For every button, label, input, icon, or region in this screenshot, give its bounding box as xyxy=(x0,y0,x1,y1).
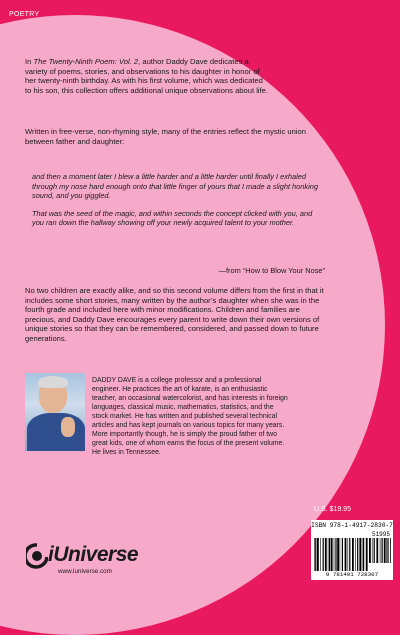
book-title: The Twenty-Ninth Poem: Vol. 2 xyxy=(33,57,139,66)
price-label: U.S. $19.95 xyxy=(314,506,351,513)
blurb-text: , author Daddy Dave dedicates a variety of poems, stories, and observations to his daughter in honor of her twenty-ninth birthday. As with his first volume, which was dedicated to his son, this collection offers additional unique observations about life. xyxy=(25,57,269,95)
excerpt-paragraph-1: and then a moment later I blew a little harder and a little harder until finally I exhaled through my nose hard enough onto that little finger of yours that I made a slight honking sound, and you giggled. xyxy=(32,172,318,201)
addon-barcode-bars xyxy=(369,538,391,563)
category-label: POETRY xyxy=(9,11,40,18)
author-photo xyxy=(25,373,85,451)
publisher-url: www.iuniverse.com xyxy=(58,568,112,575)
barcode-number: 9 781491 728307 xyxy=(325,571,379,578)
isbn-barcode xyxy=(311,520,393,580)
blurb-prefix: In xyxy=(25,57,34,66)
poem-excerpt xyxy=(32,172,320,236)
author-bio-text: is a college professor and a professional engineer. He practices the art of karate, is an enthusiastic teacher, an occasional watercolorist, and has interests in foreign languages, classical music, mathematics, statistics, and the stock market. He has written and published several technical articles and has kept journals on various topics for many years. More importantly though, he is simply the proud father of two great kids, one of whom earns the focus of the present volume. He lives in Tennessee. xyxy=(92,377,288,456)
iuniverse-logo-icon xyxy=(26,543,48,569)
isbn-text: ISBN 978-1-4917-2830-7 xyxy=(311,522,393,529)
book-blurb xyxy=(25,57,270,95)
second-volume-paragraph: No two children are exactly alike, and so this second volume differs from the first in that it includes some short stories, many written by the author’s daughter when she was in the fourth grade and included here with minor modifications. Children and families are precious, and Daddy Dave encourages every parent to write down their own versions of unique stories so that they can be remembered, considered, and passed down to future generations. xyxy=(25,286,324,343)
intro-paragraph: Written in free-verse, non-rhyming style, many of the entries reflect the mystic union between father and daughter: xyxy=(25,127,306,146)
publisher-name: iUniverse xyxy=(48,543,139,566)
barcode-bars xyxy=(314,538,368,571)
author-name: DADDY DAVE xyxy=(92,377,137,384)
excerpt-credit: —from “How to Blow Your Nose” xyxy=(218,266,325,275)
author-bio xyxy=(92,376,288,457)
excerpt-paragraph-2: That was the seed of the magic, and within seconds the concept clicked with you, and you ran down the hallway showing off your newly acquired talent to your mother. xyxy=(32,208,313,228)
price-addon-code: 51995 xyxy=(371,531,390,538)
